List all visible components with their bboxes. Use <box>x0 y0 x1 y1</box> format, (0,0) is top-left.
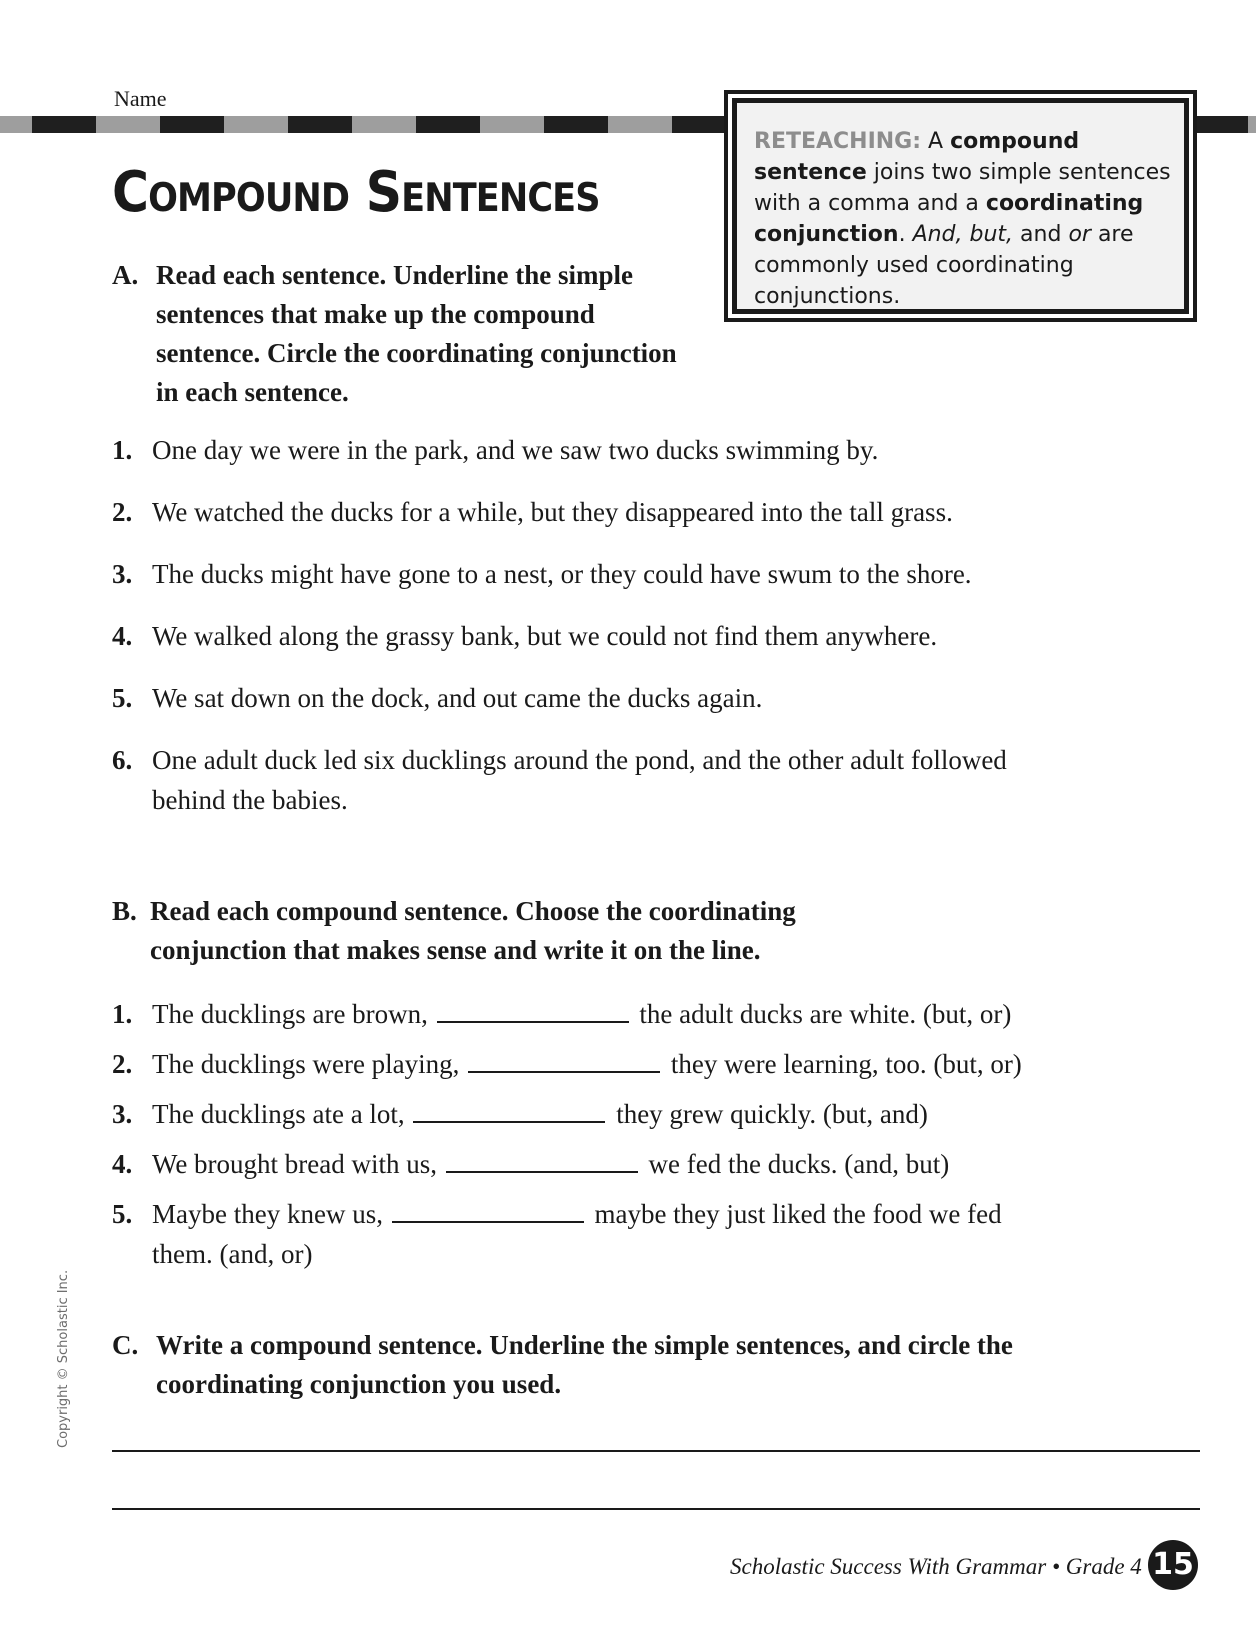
section-b-item-4 <box>112 1144 1212 1184</box>
item-number: 1. <box>112 435 133 465</box>
section-a-item-5 <box>112 678 1112 718</box>
section-c-heading <box>112 1326 1032 1404</box>
item-text: One adult duck led six ducklings around the pond, and the other adult followed behind the babies. <box>152 745 1007 815</box>
item-text: We watched the ducks for a while, but they disappeared into the tall grass. <box>152 497 953 527</box>
answer-blank[interactable] <box>437 1019 629 1023</box>
item-number: 1. <box>112 999 133 1029</box>
answer-blank[interactable] <box>392 1219 584 1223</box>
item-text-after: maybe they just liked the food we fed them. (and, or) <box>152 1199 1002 1269</box>
section-a-item-2 <box>112 492 1162 532</box>
item-number: 6. <box>112 745 133 775</box>
item-text-before: The ducklings are brown, <box>152 999 428 1029</box>
section-c-instruction: Write a compound sentence. Underline the simple sentences, and circle the coordinating conjunction you used. <box>156 1330 1013 1399</box>
item-number: 4. <box>112 621 133 651</box>
item-text-before: The ducklings were playing, <box>152 1049 460 1079</box>
item-number: 3. <box>112 559 133 589</box>
reteaching-term-compound-sentence: compound sentence <box>754 129 1080 185</box>
section-b-heading <box>112 892 932 970</box>
reteaching-text: joins two simple sentences with a comma and a <box>754 160 1171 216</box>
section-a-item-6 <box>112 740 1012 820</box>
reteaching-examples: And, but, <box>912 222 1014 247</box>
item-text-after: they grew quickly. (but, and) <box>616 1099 928 1129</box>
reteaching-example-or: or <box>1068 222 1091 247</box>
section-a-item-1 <box>112 430 1112 470</box>
section-a-item-3 <box>112 554 1182 594</box>
section-b-letter: B. <box>112 896 137 926</box>
page-number-badge: 15 <box>1148 1540 1198 1590</box>
reteaching-text: . <box>898 222 913 247</box>
name-label: Name <box>114 86 167 111</box>
section-b-item-1 <box>112 994 1212 1034</box>
item-number: 2. <box>112 497 133 527</box>
item-text: One day we were in the park, and we saw two ducks swimming by. <box>152 435 879 465</box>
item-text-after: they were learning, too. (but, or) <box>670 1049 1022 1079</box>
section-b-item-3 <box>112 1094 1212 1134</box>
footer-book-title: Scholastic Success With Grammar • Grade 4 <box>730 1554 1142 1579</box>
item-text: The ducks might have gone to a nest, or they could have swum to the shore. <box>152 559 972 589</box>
page-title: Compound Sentences <box>112 160 600 225</box>
item-text-before: The ducklings ate a lot, <box>152 1099 405 1129</box>
reteaching-term-coordinating-conjunction: coordinating conjunction <box>754 191 1144 247</box>
item-text: We walked along the grassy bank, but we could not find them anywhere. <box>152 621 938 651</box>
section-a-heading <box>112 256 702 412</box>
answer-blank[interactable] <box>468 1069 660 1073</box>
item-text-before: We brought bread with us, <box>152 1149 438 1179</box>
reteaching-text: and <box>1013 222 1069 247</box>
item-number: 3. <box>112 1099 133 1129</box>
section-a-letter: A. <box>112 260 139 290</box>
item-text: We sat down on the dock, and out came the ducks again. <box>152 683 763 713</box>
answer-line[interactable] <box>112 1450 1200 1452</box>
section-a-instruction: Read each sentence. Underline the simple sentences that make up the compound sentence. Circle the coordinating conjunction in each sentence. <box>156 260 677 407</box>
item-number: 5. <box>112 1199 133 1229</box>
reteaching-text: A <box>921 129 951 154</box>
section-c-letter: C. <box>112 1330 139 1360</box>
reteaching-text: are commonly used coordinating conjunctions. <box>754 222 1134 309</box>
item-text-before: Maybe they knew us, <box>152 1199 383 1229</box>
section-b-item-2 <box>112 1044 1212 1084</box>
answer-blank[interactable] <box>413 1119 605 1123</box>
reteaching-label: RETEACHING: <box>754 129 922 154</box>
item-number: 4. <box>112 1149 133 1179</box>
item-text-after: we fed the ducks. (and, but) <box>648 1149 950 1179</box>
answer-blank[interactable] <box>446 1169 638 1173</box>
section-b-item-5 <box>112 1194 1052 1274</box>
copyright-notice: Copyright © Scholastic Inc. <box>56 1269 71 1448</box>
answer-line[interactable] <box>112 1508 1200 1510</box>
item-number: 2. <box>112 1049 133 1079</box>
item-text-after: the adult ducks are white. (but, or) <box>639 999 1012 1029</box>
reteaching-box <box>724 90 1197 322</box>
section-a-item-4 <box>112 616 1162 656</box>
item-number: 5. <box>112 683 133 713</box>
section-b-instruction: Read each compound sentence. Choose the coordinating conjunction that makes sense and write it on the line. <box>150 896 796 965</box>
